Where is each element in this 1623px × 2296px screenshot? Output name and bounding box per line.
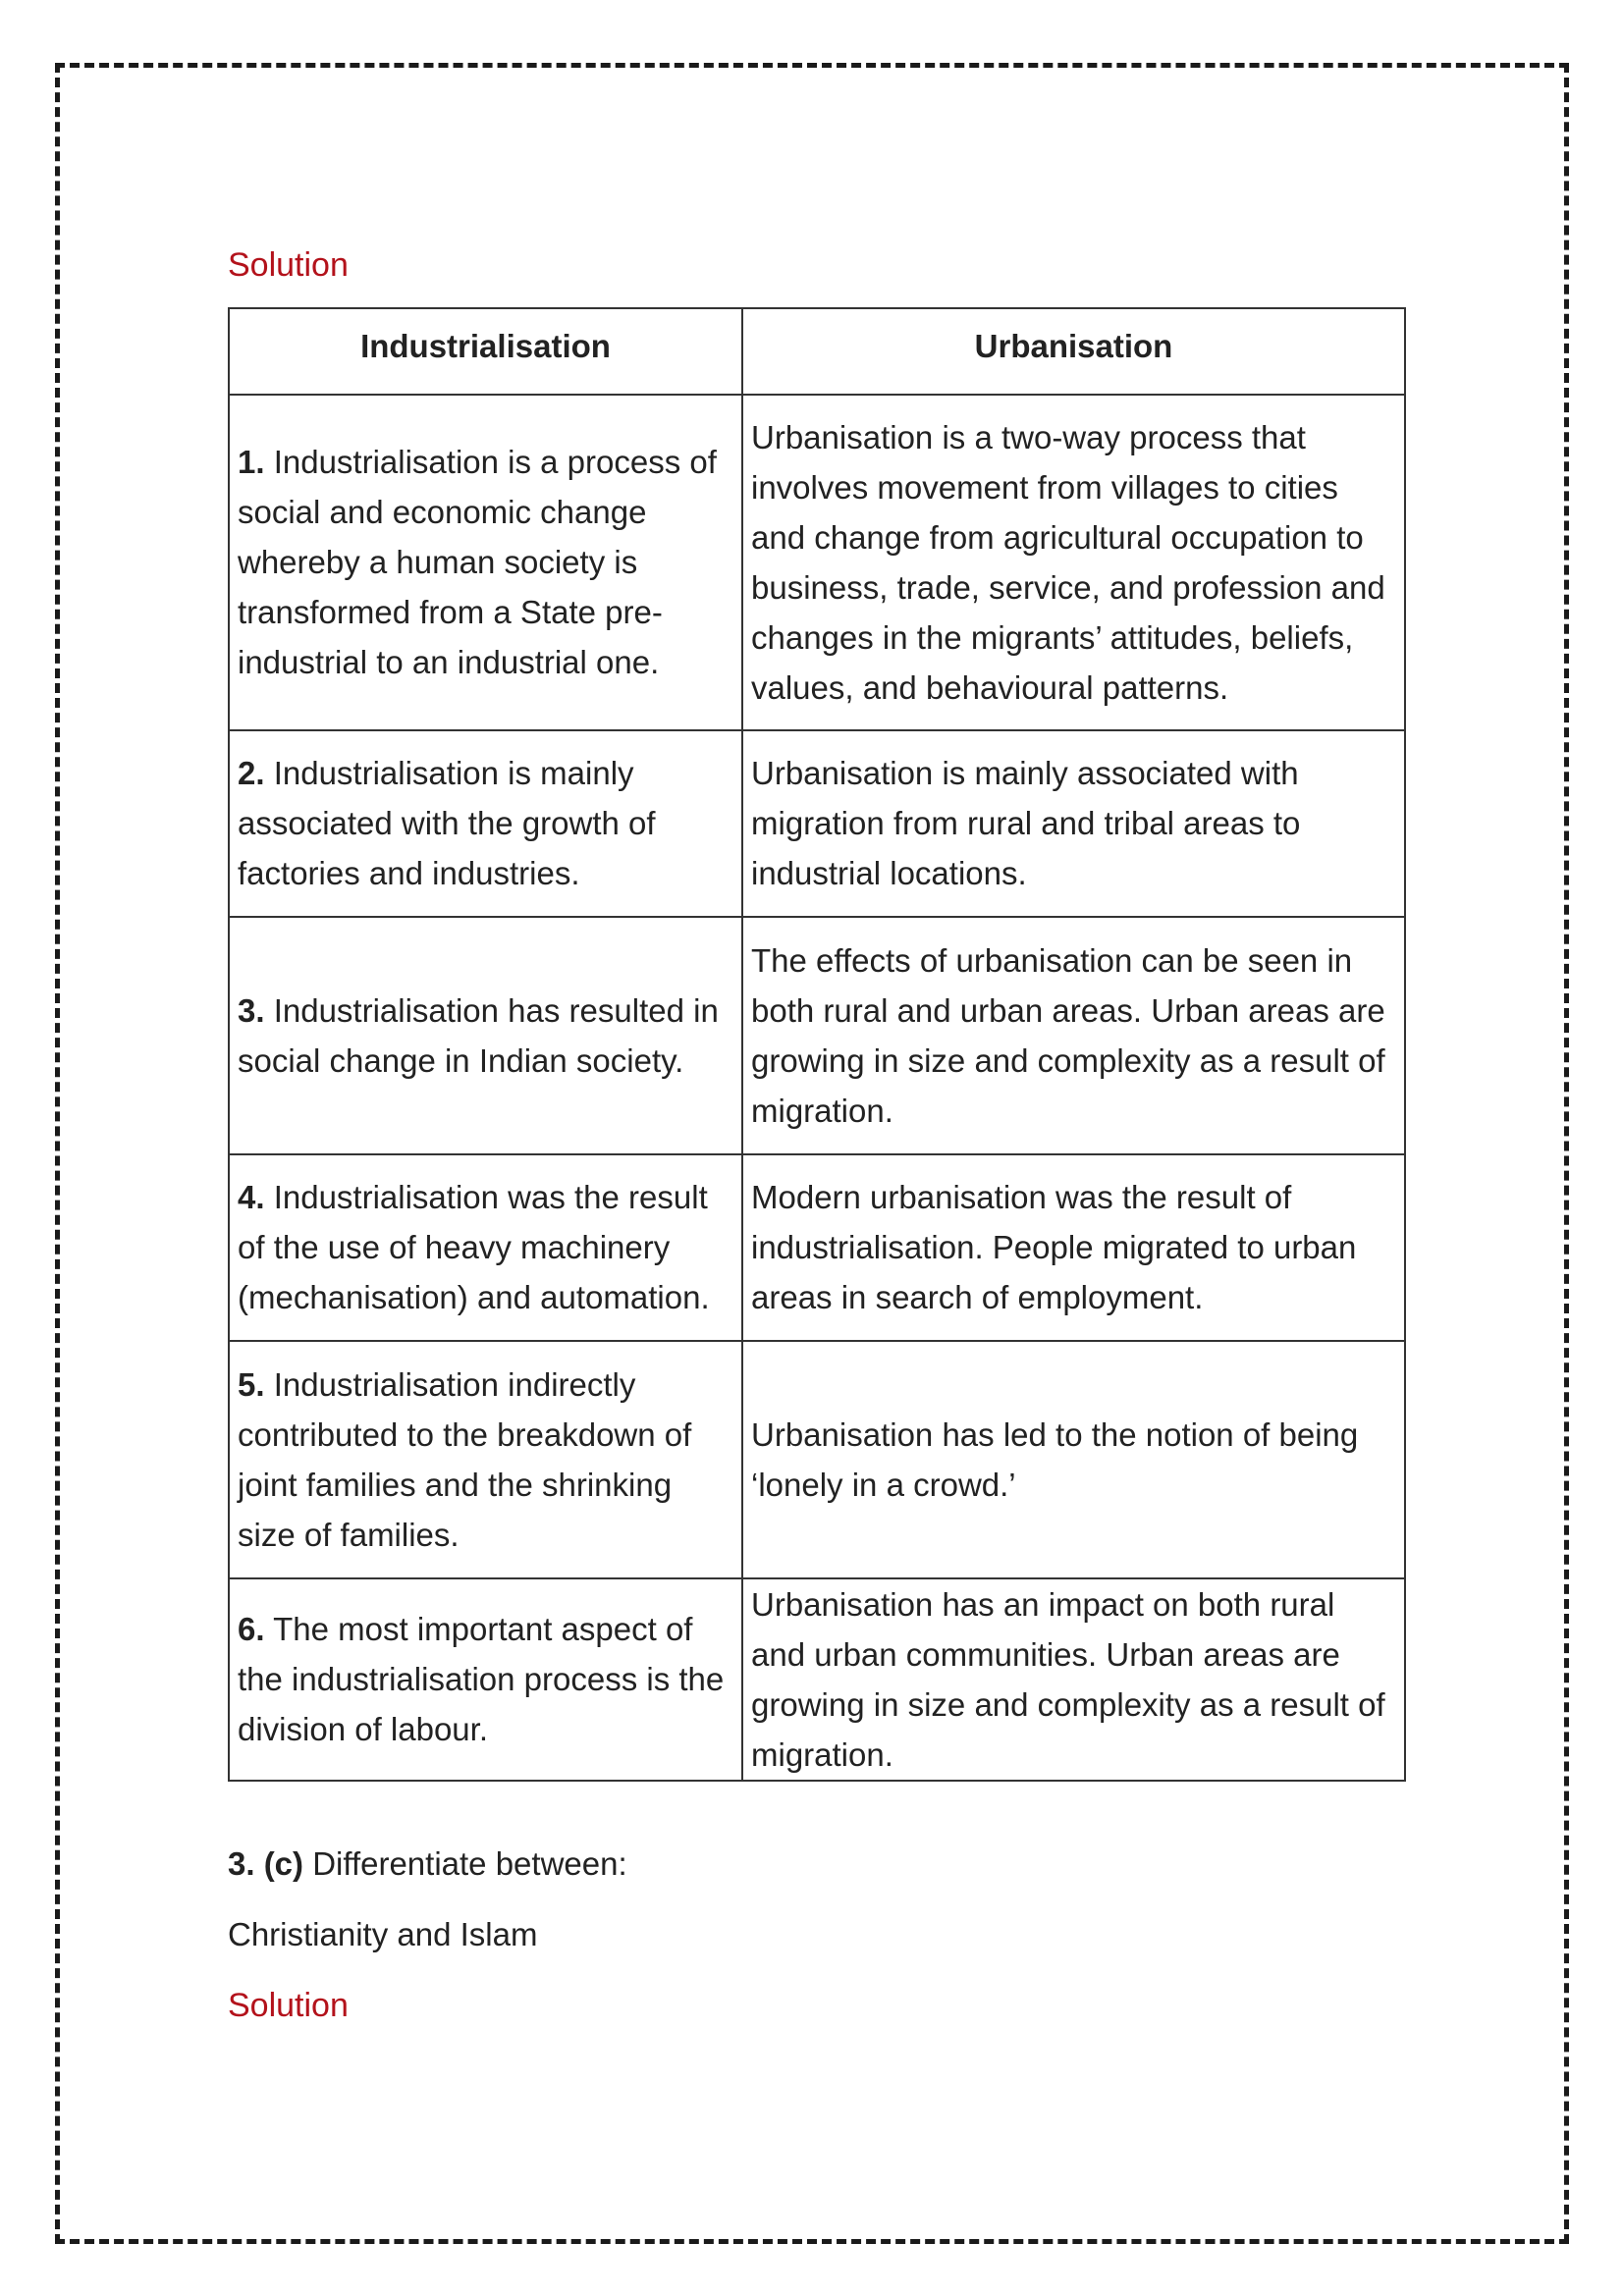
industrialisation-text: Industrialisation is mainly associated with the growth of factories and industries. [238, 755, 656, 892]
urbanisation-cell: The effects of urbanisation can be seen in both rural and urban areas. Urban areas are growing in size and complexity as a result of migration. [742, 917, 1405, 1154]
industrialisation-cell [229, 1154, 742, 1341]
question-text: Differentiate between: [312, 1844, 627, 1882]
header-urbanisation: Urbanisation [742, 308, 1405, 395]
question-topic: Christianity and Islam [228, 1915, 538, 1952]
header-industrialisation: Industrialisation [229, 308, 742, 395]
industrialisation-text: Industrialisation has resulted in social change in Indian society. [238, 991, 719, 1079]
point-number: 3. [238, 991, 265, 1029]
industrialisation-cell [229, 730, 742, 917]
industrialisation-text: Industrialisation indirectly contributed to the breakdown of joint families and the shrinking size of families. [238, 1365, 692, 1553]
table-row [229, 1154, 1405, 1341]
question-number: 3. (c) [228, 1844, 304, 1882]
table-row [229, 1341, 1405, 1578]
urbanisation-cell: Urbanisation has led to the notion of being ‘lonely in a crowd.’ [742, 1341, 1405, 1578]
point-number: 1. [238, 444, 265, 481]
point-number: 6. [238, 1611, 265, 1648]
question-line [228, 1829, 1406, 1899]
comparison-table [228, 307, 1406, 1782]
table-row [229, 1578, 1405, 1781]
industrialisation-text: Industrialisation is a process of social and economic change whereby a human society is transformed from a State pre-industrial to an industrial one. [238, 444, 717, 681]
urbanisation-cell: Urbanisation is mainly associated with migration from rural and tribal areas to industrial locations. [742, 730, 1405, 917]
urbanisation-cell: Urbanisation is a two-way process that involves movement from villages to cities and change from agricultural occupation to business, trade, service, and profession and changes in the migrants’ attitudes, beliefs, values, and behavioural patterns. [742, 395, 1405, 730]
table-row [229, 730, 1405, 917]
urbanisation-cell: Modern urbanisation was the result of industrialisation. People migrated to urban areas in search of employment. [742, 1154, 1405, 1341]
industrialisation-text: The most important aspect of the industrialisation process is the division of labour. [238, 1611, 725, 1748]
industrialisation-cell [229, 395, 742, 730]
page-content [228, 245, 1406, 2041]
table-row [229, 395, 1405, 730]
industrialisation-cell [229, 917, 742, 1154]
industrialisation-text: Industrialisation was the result of the use of heavy machinery (mechanisation) and automation. [238, 1179, 710, 1316]
urbanisation-cell: Urbanisation has an impact on both rural and urban communities. Urban areas are growing in size and complexity as a result of migration. [742, 1578, 1405, 1781]
point-number: 2. [238, 755, 265, 792]
point-number: 4. [238, 1179, 265, 1216]
industrialisation-cell [229, 1341, 742, 1578]
solution-label: Solution [228, 246, 349, 284]
point-number: 5. [238, 1365, 265, 1403]
table-header-row [229, 308, 1405, 395]
table-row [229, 917, 1405, 1154]
industrialisation-cell [229, 1578, 742, 1781]
solution-label-2: Solution [228, 1986, 349, 2024]
next-question [228, 1829, 1406, 2041]
